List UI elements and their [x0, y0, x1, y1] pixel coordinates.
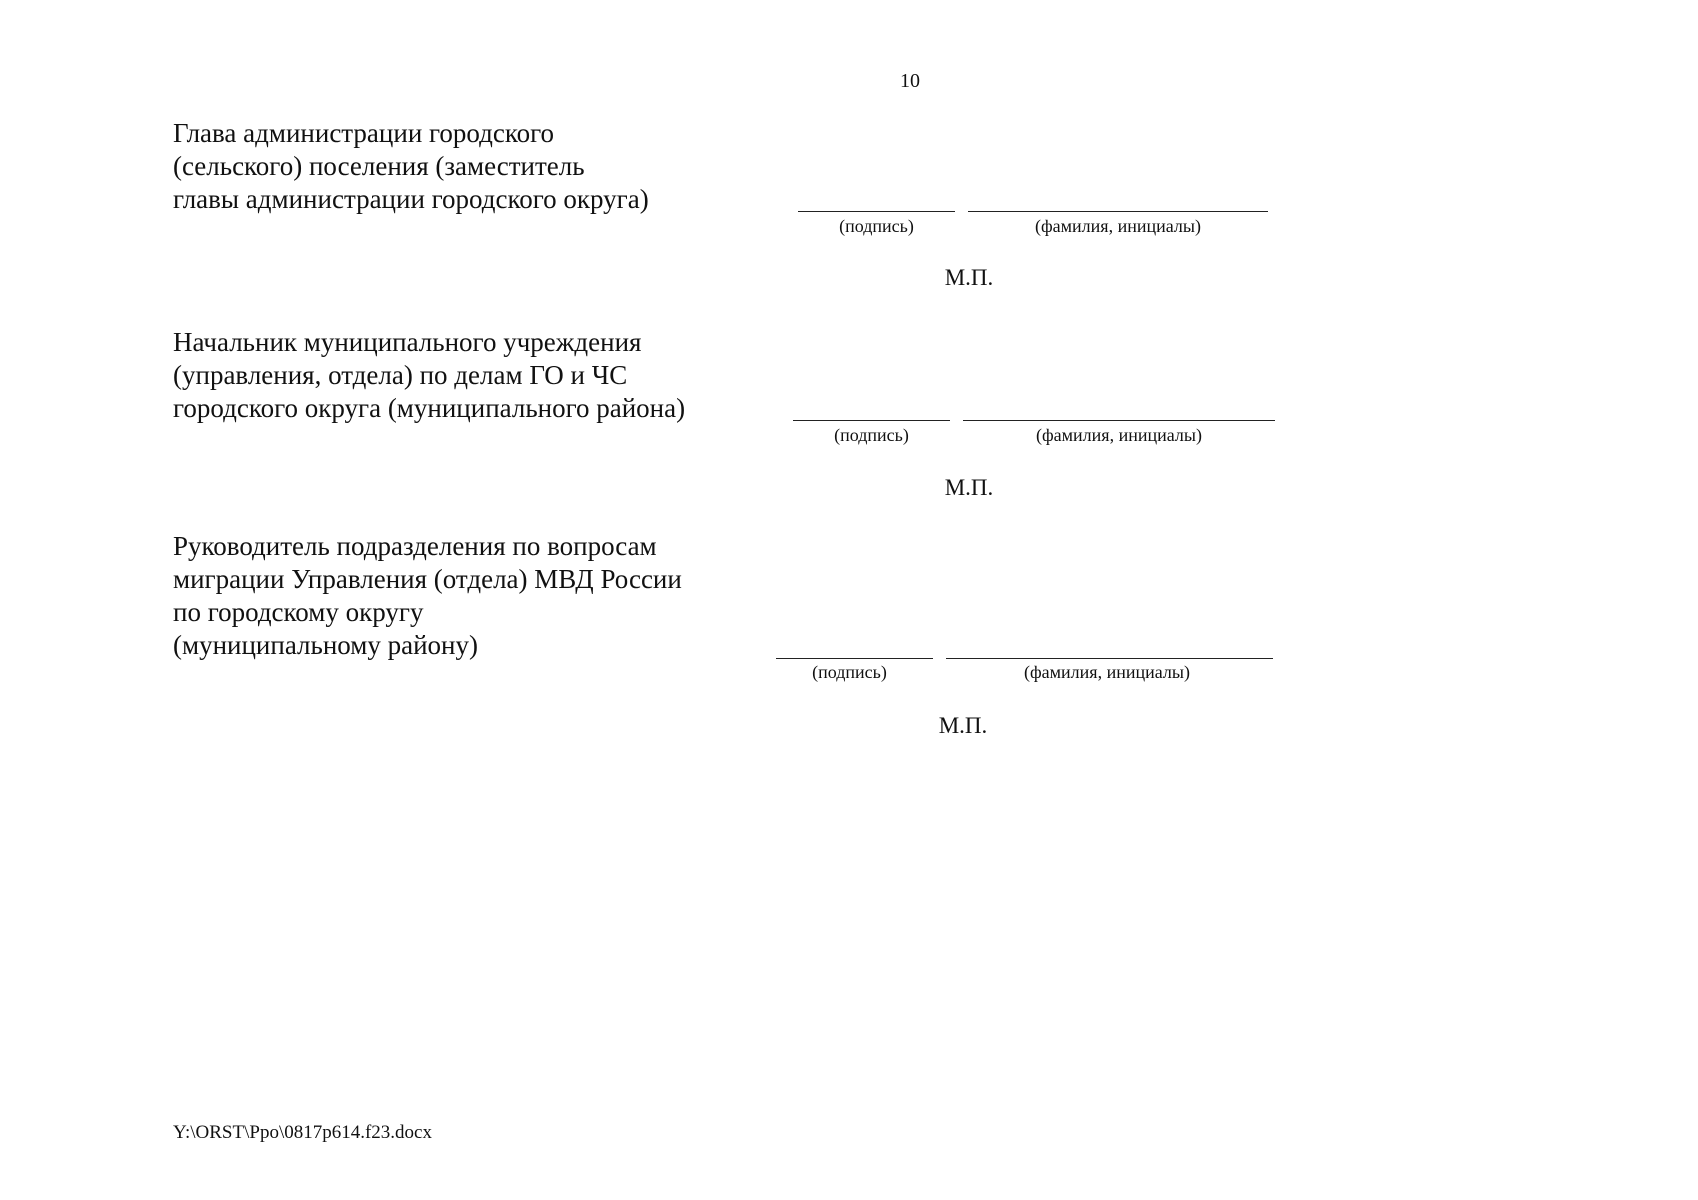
name-line [968, 211, 1268, 212]
stamp-place: М.П. [938, 713, 988, 738]
signature-caption: (подпись) [834, 425, 909, 445]
signature-caption: (подпись) [839, 216, 914, 236]
position-title [173, 326, 685, 425]
name-line [946, 658, 1273, 659]
position-title-line: городского округа (муниципального района) [173, 393, 686, 423]
position-title-line: Глава администрации городского [173, 118, 555, 148]
name-caption: (фамилия, инициалы) [1036, 425, 1202, 445]
stamp-place: М.П. [944, 475, 994, 500]
name-line [963, 420, 1275, 421]
page-number: 10 [900, 70, 920, 92]
position-title-line: миграции Управления (отдела) МВД России [173, 564, 682, 594]
footer-file-path: Y:\ORST\Ppo\0817p614.f23.docx [173, 1122, 432, 1143]
position-title-line: по городскому округу [173, 597, 424, 627]
position-title-line: (управления, отдела) по делам ГО и ЧС [173, 360, 628, 390]
name-caption: (фамилия, инициалы) [1035, 216, 1201, 236]
signature-line [776, 658, 933, 659]
position-title-line: (сельского) поселения (заместитель [173, 151, 585, 181]
signature-line [793, 420, 950, 421]
position-title [173, 117, 649, 216]
signature-caption: (подпись) [812, 662, 887, 682]
position-title-line: Руководитель подразделения по вопросам [173, 531, 657, 561]
signature-line [798, 211, 955, 212]
position-title-line: (муниципальному району) [173, 630, 478, 660]
position-title-line: главы администрации городского округа) [173, 184, 649, 214]
position-title-line: Начальник муниципального учреждения [173, 327, 642, 357]
position-title [173, 530, 682, 662]
name-caption: (фамилия, инициалы) [1024, 662, 1190, 682]
stamp-place: М.П. [944, 265, 994, 290]
